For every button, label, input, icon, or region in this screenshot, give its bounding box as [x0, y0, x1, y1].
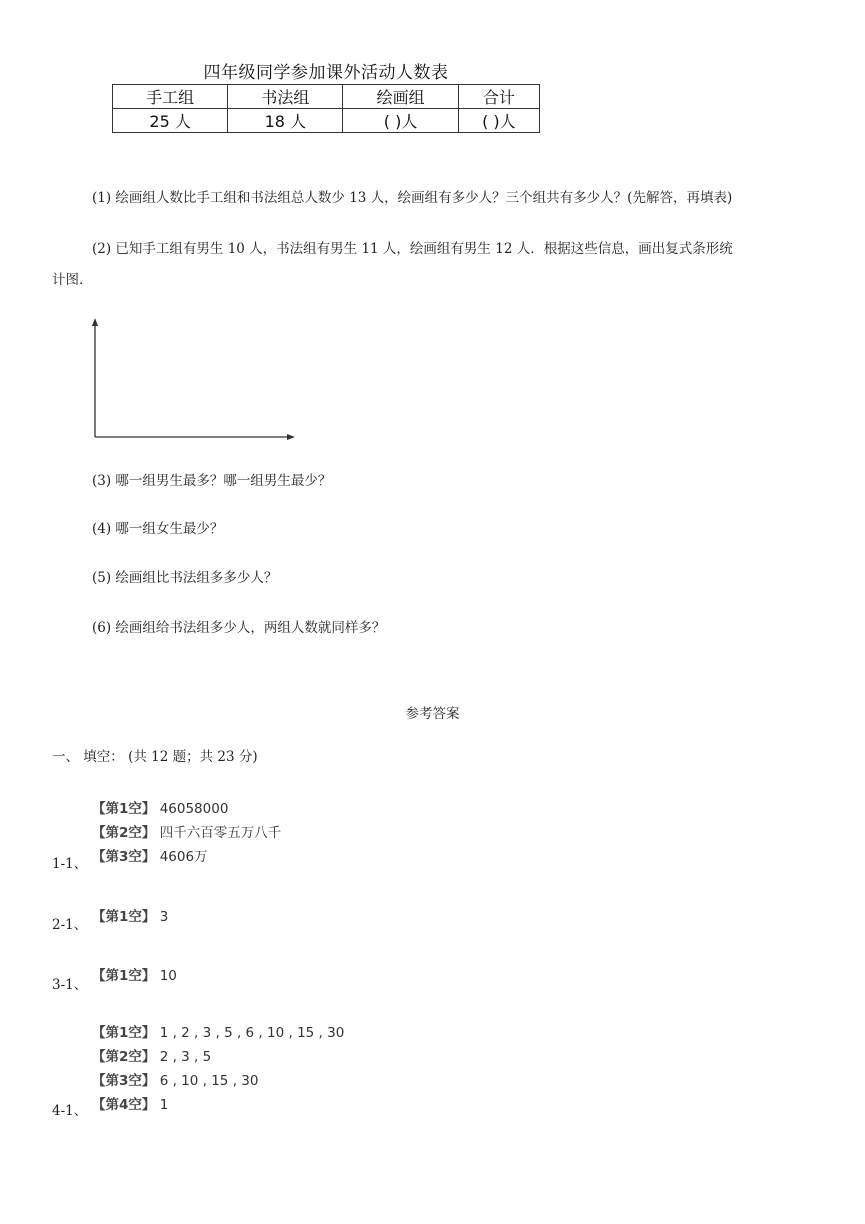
answers-heading: 参考答案 [405, 706, 460, 722]
answer-line [92, 964, 177, 988]
x-axis-arrow-icon [287, 434, 295, 440]
answer-tag: 【第1空】 [92, 909, 156, 925]
answer-label: 1-1、 [52, 856, 88, 872]
question-4: (4) 哪一组女生最少？ [92, 521, 224, 537]
answer-label: 3-1、 [52, 977, 88, 993]
answer-value: 46058000 [159, 801, 229, 817]
answer-block-1 [92, 797, 281, 869]
table-title: 四年级同学参加课外活动人数表 [203, 63, 449, 83]
answer-tag: 【第3空】 [92, 1073, 156, 1089]
answer-tag: 【第2空】 [92, 825, 156, 841]
answer-line [92, 845, 281, 869]
answer-tag: 【第4空】 [92, 1097, 156, 1113]
answer-line [92, 1021, 344, 1045]
answer-tag: 【第2空】 [92, 1049, 156, 1065]
answer-value: 6 , 10 , 15 , 30 [159, 1073, 259, 1089]
question-5: (5) 绘画组比书法组多多少人？ [92, 570, 278, 586]
answer-line [92, 905, 168, 929]
blank-axes [85, 315, 300, 445]
answer-line [92, 1069, 344, 1093]
table-cell: ( )人 [343, 109, 458, 133]
table-header-cell: 书法组 [228, 85, 343, 109]
table-header-cell: 合计 [458, 85, 539, 109]
answer-block-3 [92, 964, 177, 988]
question-2-line2: 计图． [52, 272, 93, 288]
answer-value: 四千六百零五万八千 [159, 825, 282, 841]
table-header-cell: 手工组 [113, 85, 228, 109]
table-cell: 18 人 [228, 109, 343, 133]
answer-label: 4-1、 [52, 1103, 88, 1119]
answer-value: 3 [159, 909, 169, 925]
answer-line [92, 821, 281, 845]
answer-value: 10 [159, 968, 177, 984]
answer-line [92, 1045, 344, 1069]
question-1: (1) 绘画组人数比手工组和书法组总人数少 13 人，绘画组有多少人？三个组共有多少人？(先解答，再填表) [92, 190, 733, 206]
table-row [113, 109, 540, 133]
answers-section-title: 一、 填空： (共 12 题；共 23 分) [52, 749, 258, 765]
answer-block-4 [92, 1021, 344, 1117]
table-cell: ( )人 [458, 109, 539, 133]
table-header-cell: 绘画组 [343, 85, 458, 109]
answer-block-2 [92, 905, 168, 929]
question-2-line1: (2) 已知手工组有男生 10 人，书法组有男生 11 人，绘画组有男生 12 人．根据这些信息，画出复式条形统 [92, 241, 733, 257]
answer-line [92, 797, 281, 821]
answer-value: 1 [159, 1097, 169, 1113]
answer-tag: 【第1空】 [92, 801, 156, 817]
question-6: (6) 绘画组给书法组多少人，两组人数就同样多？ [92, 620, 386, 636]
answer-tag: 【第3空】 [92, 849, 156, 865]
table-header-row [113, 85, 540, 109]
answer-tag: 【第1空】 [92, 968, 156, 984]
answer-value: 4606万 [159, 849, 208, 865]
question-3: (3) 哪一组男生最多？哪一组男生最少？ [92, 473, 332, 489]
answer-value: 2 , 3 , 5 [159, 1049, 212, 1065]
activity-table [112, 84, 540, 133]
y-axis-arrow-icon [92, 318, 98, 326]
answer-label: 2-1、 [52, 917, 88, 933]
answer-line [92, 1093, 344, 1117]
table-cell: 25 人 [113, 109, 228, 133]
answer-tag: 【第1空】 [92, 1025, 156, 1041]
answer-value: 1 , 2 , 3 , 5 , 6 , 10 , 15 , 30 [159, 1025, 345, 1041]
